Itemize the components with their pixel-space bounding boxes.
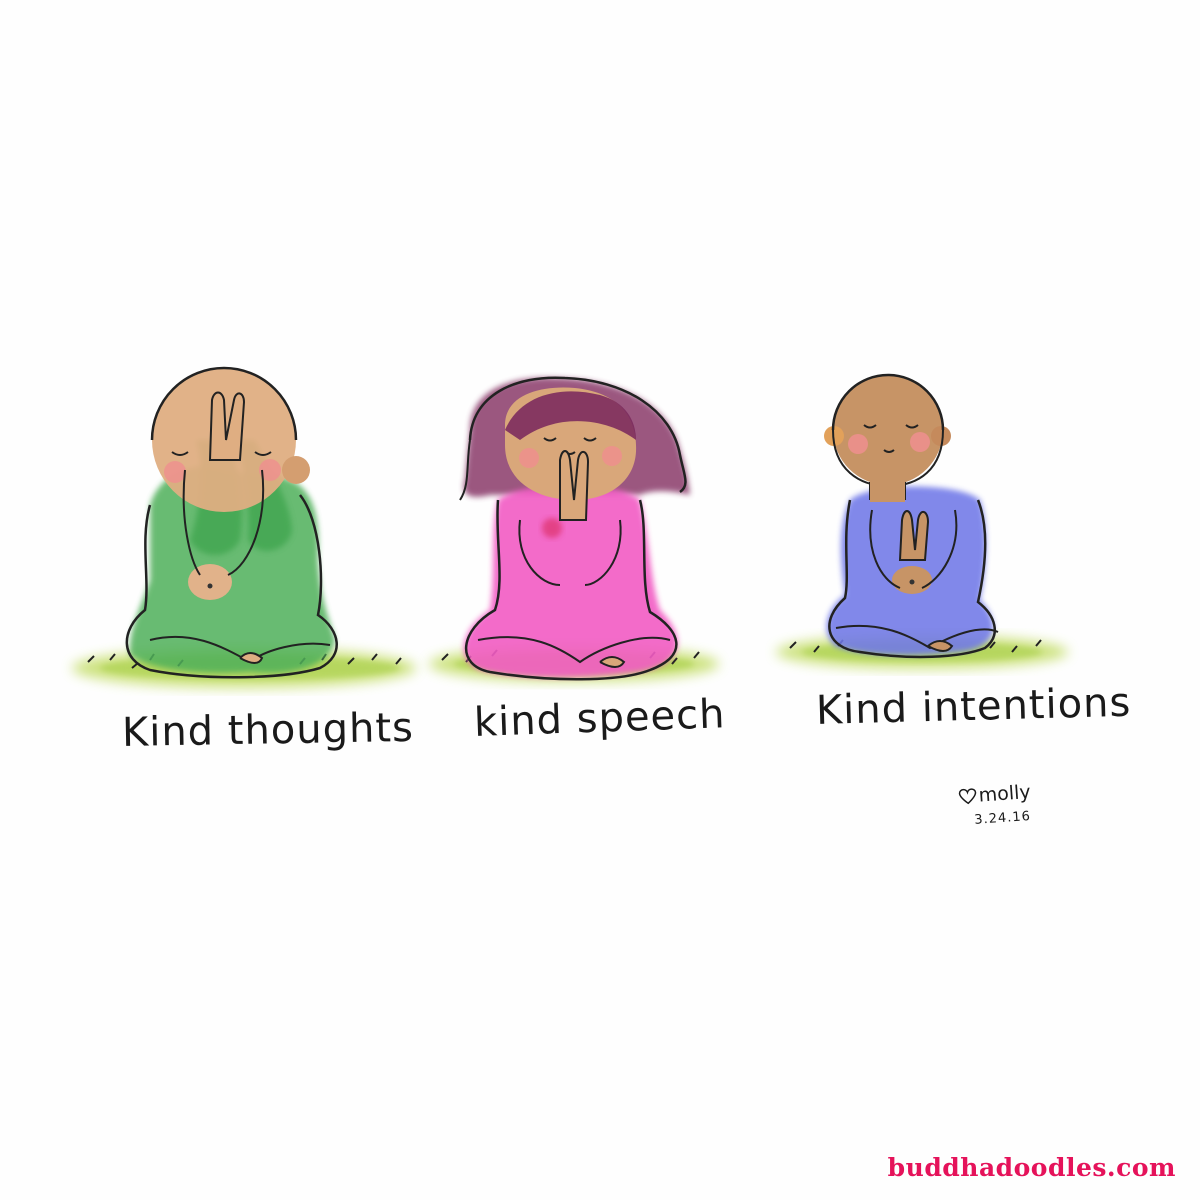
caption-kind-thoughts: Kind thoughts	[121, 704, 415, 756]
website-watermark: buddhadoodles.com	[887, 1153, 1176, 1182]
figure-pink-kind-speech	[429, 378, 719, 682]
artist-signature	[958, 781, 1033, 829]
caption-kind-speech: kind speech	[473, 691, 727, 746]
signature-name: molly	[977, 780, 1032, 807]
signature-date: 3.24.16	[973, 809, 1032, 828]
heart-icon	[958, 788, 977, 805]
figure-blue-kind-intentions	[776, 375, 1068, 669]
caption-kind-intentions: Kind intentions	[815, 679, 1132, 734]
figure-green-kind-thoughts	[72, 368, 416, 688]
